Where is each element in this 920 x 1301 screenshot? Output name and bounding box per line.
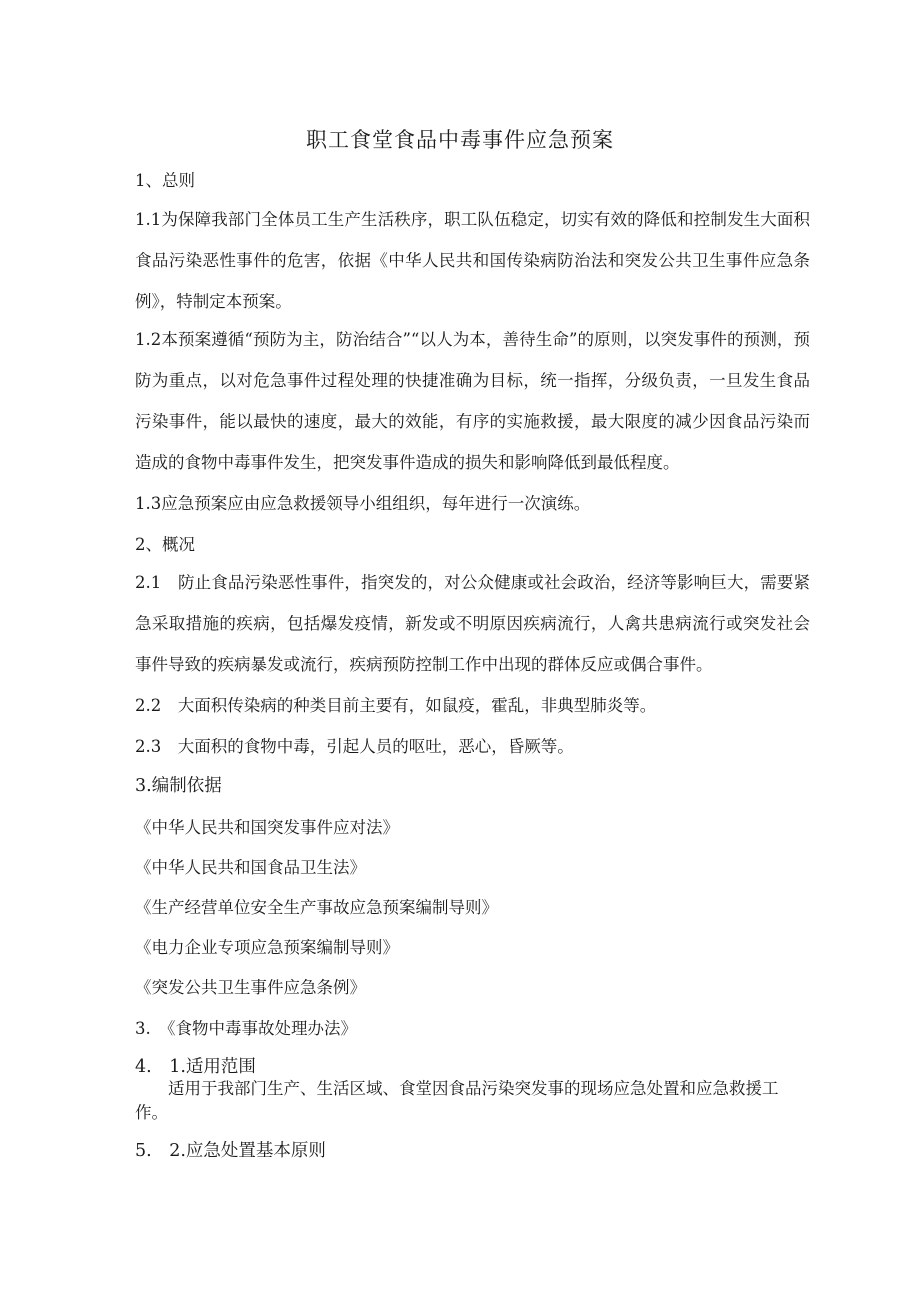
section-3-heading: 3.编制依据 (135, 776, 222, 796)
paragraph-2-1: 2.1 防止食品污染恶性事件，指突发的，对公众健康或社会政治，经济等影响巨大，需要紧急采取措施的疾病，包括爆发疫情，新发或不明原因疾病流行，人禽共患病流行或突发社会事件导致的疾病暴发或流行，疾病预防控制工作中出现的群体反应或偶合事件。 (135, 573, 810, 674)
paragraph-1-1: 1.1为保障我部门全体员工生产生活秩序，职工队伍稳定，切实有效的降低和控制发生大面积食品污染恶性事件的危害，依据《中华人民共和国传染病防治法和突发公共卫生事件应急条例》，特制定本预案。 (135, 210, 810, 311)
section-1-heading: 1、总则 (135, 171, 195, 190)
reference-item: 《生产经营单位安全生产事故应急预案编制导则》 (135, 898, 498, 917)
reference-item: 《电力企业专项应急预案编制导则》 (135, 938, 399, 957)
document-title: 职工食堂食品中毒事件应急预案 (306, 128, 614, 152)
section-4-heading: 4. 1.适用范围 (135, 1057, 256, 1077)
section-5-heading: 5. 2.应急处置基本原则 (135, 1141, 326, 1161)
paragraph-2-2: 2.2 大面积传染病的种类目前主要有，如鼠疫，霍乱，非典型肺炎等。 (135, 696, 657, 715)
section-4-body: 适用于我部门生产、生活区域、食堂因食品污染突发事的现场应急处置和应急救援工作。 (135, 1079, 779, 1122)
paragraph-1-2: 1.2本预案遵循“预防为主，防治结合”“以人为本，善待生命”的原则，以突发事件的预测，预防为重点，以对危急事件过程处理的快捷准确为目标，统一指挥，分级负责，一旦发生食品污染事件，能以最快的速度，最大的效能，有序的实施救援，最大限度的减少因食品污染而造成的食物中毒事件发生，把突发事件造成的损失和影响降低到最低程度。 (135, 330, 810, 472)
reference-item: 《突发公共卫生事件应急条例》 (135, 978, 366, 997)
section-2-heading: 2、概况 (135, 535, 195, 554)
reference-item: 《中华人民共和国食品卫生法》 (135, 858, 366, 877)
reference-item: 《中华人民共和国突发事件应对法》 (135, 818, 399, 837)
paragraph-1-3: 1.3应急预案应由应急救援领导小组组织，每年进行一次演练。 (135, 494, 591, 513)
reference-item-last: 3. 《食物中毒事故处理办法》 (135, 1019, 357, 1038)
paragraph-2-3: 2.3 大面积的食物中毒，引起人员的呕吐，恶心，昏厥等。 (135, 737, 574, 756)
